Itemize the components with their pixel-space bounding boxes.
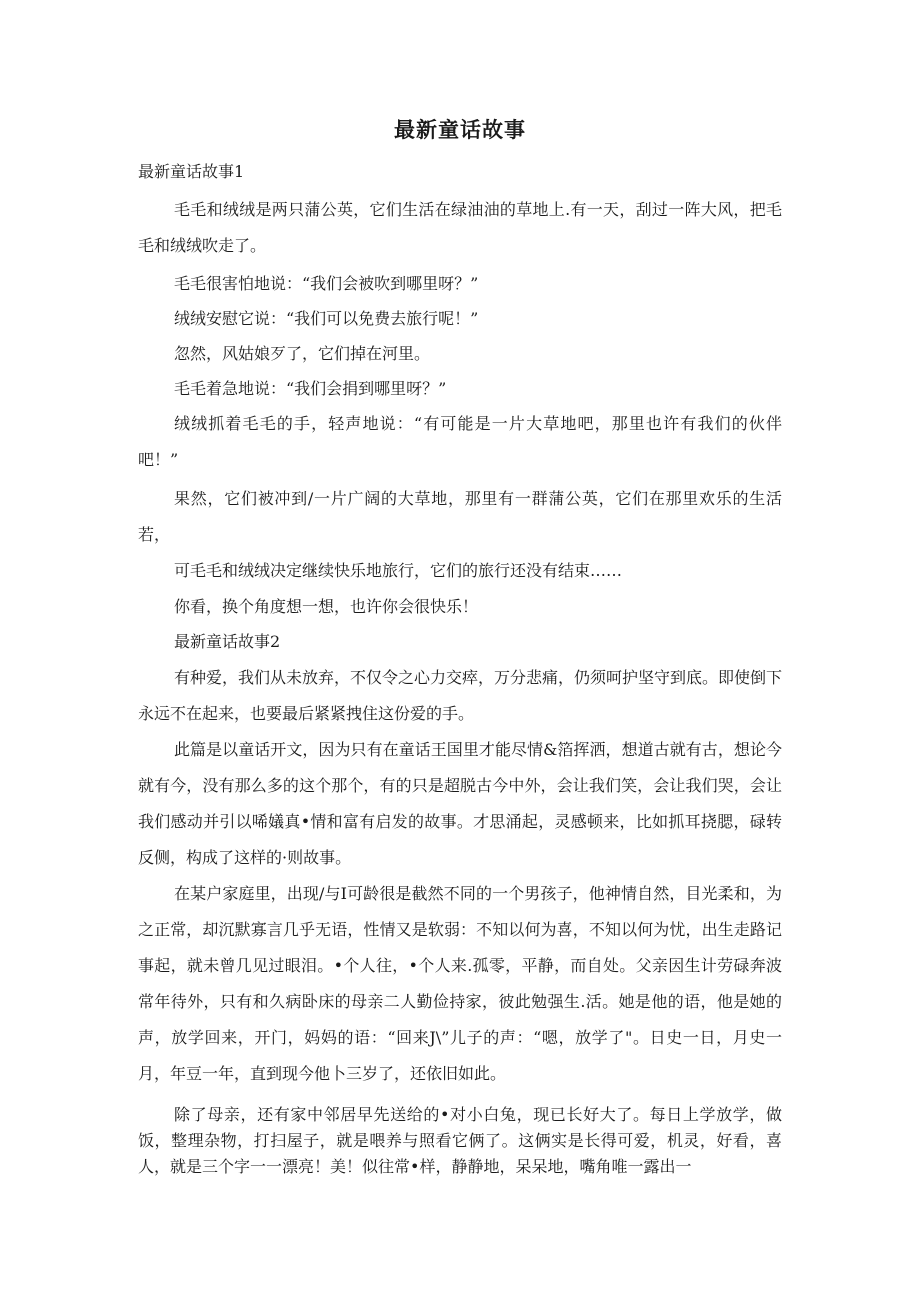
story1-paragraph-7: 果然，它们被冲到/一片广阔的大草地，那里有一群蒲公英，它们在那里欢乐的生活若， bbox=[138, 489, 782, 544]
story2-paragraph-1: 有种爱，我们从未放弃，不仅令之心力交瘁，万分悲痛，仍须呵护坚守到底。即使倒下永远不在起来，也要最后紧紧拽住这份爱的手。 bbox=[138, 668, 783, 723]
story1-paragraph-1: 毛毛和绒绒是两只蒲公英，它们生活在绿油油的草地上.有一天，刮过一阵大风，把毛毛和绒绒吹走了。 bbox=[138, 200, 782, 255]
story2-heading: 最新童话故事2 bbox=[174, 632, 281, 651]
story1-paragraph-6: 绒绒抓着毛毛的手，轻声地说：“有可能是一片大草地吧，那里也许有我们的伙伴吧！” bbox=[138, 414, 782, 469]
story1-paragraph-5: 毛毛着急地说：“我们会捐到哪里呀？” bbox=[174, 379, 447, 398]
story1-heading: 最新童话故事1 bbox=[138, 162, 245, 181]
story2-paragraph-4: 除了母亲，还有家中邻居早先送给的•对小白兔，现已长好大了。每日上学放学，做饭，整理杂物，打扫屋子，就是喂养与照看它俩了。这俩实是长得可爱，机灵，好看，喜人，就是三个字一一漂亮！美！似往常•样，静静地，呆呆地，嘴角唯一露出一 bbox=[138, 1105, 782, 1176]
story1-paragraph-2: 毛毛很害怕地说：“我们会被吹到哪里呀？” bbox=[174, 274, 479, 293]
story1-paragraph-4: 忽然，风姑娘歹了，它们掉在河里。 bbox=[174, 344, 431, 363]
story1-paragraph-9: 你看，换个角度想一想，也许你会很快乐！ bbox=[174, 597, 479, 616]
story1-paragraph-3: 绒绒安慰它说：“我们可以免费去旅行呢！” bbox=[174, 309, 479, 328]
document-title: 最新童话故事 bbox=[394, 118, 526, 142]
story2-paragraph-2: 此篇是以童话开文，因为只有在童话王国里才能尽情&箔挥洒，想道古就有古，想论今就有今，没有那么多的这个那个，有的只是超脱古今中外，会让我们笑，会让我们哭，会让我们感动并引以唏嬟真•情和富有启发的故事。才思涌起，灵感顿来，比如抓耳挠腮，碌转反侧，构成了这样的·则故事。 bbox=[138, 740, 782, 867]
story2-paragraph-3: 在某户家庭里，出现/与I可龄很是截然不同的一个男孩子，他神情自然，目光柔和，为之正常，却沉默寡言几乎无语，性情又是软弱：不知以何为喜，不知以何为忧，出生走路记事起，就未曾几见过眼泪。•个人往，•个人来.孤零，平静，而自处。父亲因生计劳碌奔波常年待外，只有和久病卧床的母亲二人勤俭持家，彼此勉强生.活。她是他的语，他是她的声，放学回来，开门，妈妈的语：“回来J\”儿子的声：“嗯，放学了"。日史一日，月史一月，年豆一年，直到现今他卜三岁了，还依旧如此。 bbox=[138, 884, 782, 1083]
story1-paragraph-8: 可毛毛和绒绒决定继续快乐地旅行，它们的旅行还没有结束…… bbox=[174, 561, 623, 580]
